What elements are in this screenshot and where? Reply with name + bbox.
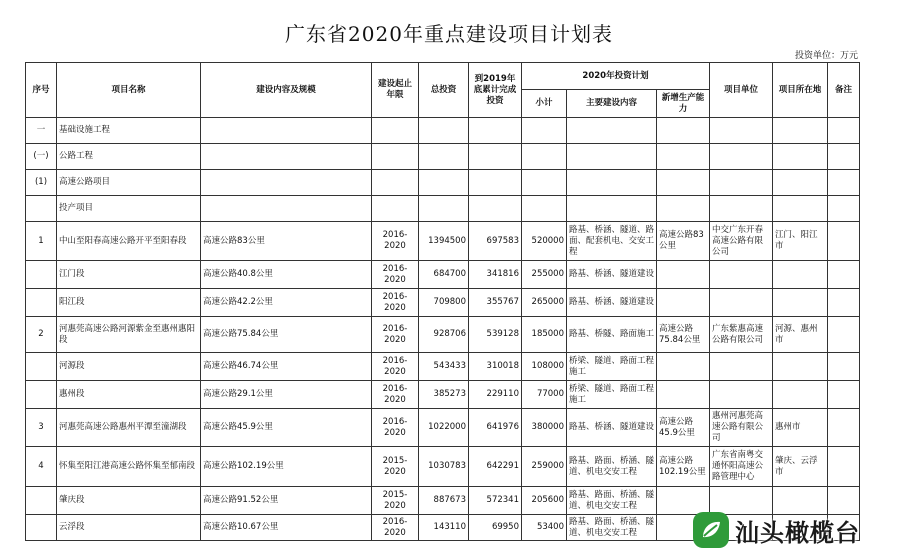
empty-cell <box>522 170 567 196</box>
empty-cell <box>773 170 828 196</box>
row-note <box>828 222 860 261</box>
row-content: 高速公路75.84公里 <box>201 317 372 353</box>
empty-cell <box>657 144 710 170</box>
section-row <box>26 170 860 196</box>
empty-cell <box>419 170 469 196</box>
row-name: 投产项目 <box>57 196 201 222</box>
row-done: 341816 <box>469 261 522 289</box>
row-name: 中山至阳春高速公路开平至阳春段 <box>57 222 201 261</box>
row-seq: 4 <box>26 447 57 487</box>
row-content: 高速公路42.2公里 <box>201 289 372 317</box>
row-done: 69950 <box>469 515 522 541</box>
empty-cell <box>372 118 419 144</box>
empty-cell <box>419 118 469 144</box>
row-period: 2016-2020 <box>372 381 419 409</box>
empty-cell <box>710 144 773 170</box>
row-content: 高速公路10.67公里 <box>201 515 372 541</box>
row-location: 惠州市 <box>773 409 828 447</box>
empty-cell <box>567 196 657 222</box>
empty-cell <box>828 196 860 222</box>
row-content: 高速公路45.9公里 <box>201 409 372 447</box>
row-note <box>828 261 860 289</box>
header-location: 项目所在地 <box>773 63 828 118</box>
row-location: 河源、惠州市 <box>773 317 828 353</box>
row-unit-org: 中交广东开春高速公路有限公司 <box>710 222 773 261</box>
row-subtotal: 77000 <box>522 381 567 409</box>
row-note <box>828 289 860 317</box>
row-seq <box>26 515 57 541</box>
empty-cell <box>201 118 372 144</box>
row-location <box>773 289 828 317</box>
row-main-content: 路基、路面、桥涵、隧道、机电交安工程 <box>567 515 657 541</box>
empty-cell <box>469 196 522 222</box>
row-note <box>828 447 860 487</box>
row-main-content: 路基、桥涵、隧道建设 <box>567 289 657 317</box>
header-unit-org: 项目单位 <box>710 63 773 118</box>
empty-cell <box>419 196 469 222</box>
row-total: 684700 <box>419 261 469 289</box>
header-done: 到2019年底累计完成投资 <box>469 63 522 118</box>
row-main-content: 路基、桥隧、路面施工 <box>567 317 657 353</box>
empty-cell <box>710 196 773 222</box>
row-seq: (1) <box>26 170 57 196</box>
empty-cell <box>372 170 419 196</box>
row-seq <box>26 289 57 317</box>
row-name: 江门段 <box>57 261 201 289</box>
row-total: 143110 <box>419 515 469 541</box>
empty-cell <box>657 170 710 196</box>
header-main-content: 主要建设内容 <box>567 90 657 118</box>
row-subtotal: 255000 <box>522 261 567 289</box>
row-location <box>773 261 828 289</box>
table-row <box>26 261 860 289</box>
row-done: 697583 <box>469 222 522 261</box>
empty-cell <box>828 118 860 144</box>
row-done: 310018 <box>469 353 522 381</box>
row-location: 肇庆、云浮市 <box>773 447 828 487</box>
empty-cell <box>773 144 828 170</box>
header-seq: 序号 <box>26 63 57 118</box>
row-seq <box>26 381 57 409</box>
empty-cell <box>710 170 773 196</box>
row-main-content: 桥梁、隧道、路面工程施工 <box>567 353 657 381</box>
row-subtotal: 205600 <box>522 487 567 515</box>
row-done: 572341 <box>469 487 522 515</box>
section-row <box>26 118 860 144</box>
row-subtotal: 108000 <box>522 353 567 381</box>
row-total: 1394500 <box>419 222 469 261</box>
table-row <box>26 447 860 487</box>
row-capacity: 高速公路75.84公里 <box>657 317 710 353</box>
row-name: 河惠莞高速公路惠州平潭至潼湖段 <box>57 409 201 447</box>
empty-cell <box>657 118 710 144</box>
row-subtotal: 53400 <box>522 515 567 541</box>
empty-cell <box>567 144 657 170</box>
row-seq: 3 <box>26 409 57 447</box>
row-done: 642291 <box>469 447 522 487</box>
row-name: 肇庆段 <box>57 487 201 515</box>
row-seq: 1 <box>26 222 57 261</box>
row-period: 2016-2020 <box>372 515 419 541</box>
row-name: 基础设施工程 <box>57 118 201 144</box>
row-subtotal: 185000 <box>522 317 567 353</box>
row-content: 高速公路46.74公里 <box>201 353 372 381</box>
row-period: 2016-2020 <box>372 222 419 261</box>
row-main-content: 路基、桥涵、隧道、路面、配套机电、交安工程 <box>567 222 657 261</box>
empty-cell <box>469 170 522 196</box>
row-main-content: 路基、路面、桥涵、隧道、机电交安工程 <box>567 487 657 515</box>
empty-cell <box>522 118 567 144</box>
row-unit-org <box>710 381 773 409</box>
section-row <box>26 196 860 222</box>
row-capacity: 高速公路102.19公里 <box>657 447 710 487</box>
row-done: 355767 <box>469 289 522 317</box>
row-location: 江门、阳江市 <box>773 222 828 261</box>
row-capacity <box>657 381 710 409</box>
row-seq <box>26 196 57 222</box>
empty-cell <box>657 196 710 222</box>
row-name: 河源段 <box>57 353 201 381</box>
empty-cell <box>828 170 860 196</box>
row-name: 公路工程 <box>57 144 201 170</box>
empty-cell <box>710 118 773 144</box>
empty-cell <box>372 144 419 170</box>
row-capacity <box>657 289 710 317</box>
row-subtotal: 380000 <box>522 409 567 447</box>
row-total: 543433 <box>419 353 469 381</box>
row-seq: 一 <box>26 118 57 144</box>
table-row <box>26 381 860 409</box>
table-row <box>26 222 860 261</box>
empty-cell <box>201 196 372 222</box>
row-capacity <box>657 353 710 381</box>
header-period: 建设起止年限 <box>372 63 419 118</box>
page-title: 广东省2020年重点建设项目计划表 <box>285 22 613 46</box>
row-main-content: 路基、桥涵、隧道建设 <box>567 409 657 447</box>
row-note <box>828 353 860 381</box>
header-name: 项目名称 <box>57 63 201 118</box>
row-seq: (一) <box>26 144 57 170</box>
empty-cell <box>201 170 372 196</box>
row-seq: 2 <box>26 317 57 353</box>
row-unit-org: 广东省南粤交通怀阳高速公路管理中心 <box>710 447 773 487</box>
row-capacity: 高速公路45.9公里 <box>657 409 710 447</box>
row-seq <box>26 487 57 515</box>
row-seq <box>26 261 57 289</box>
empty-cell <box>469 118 522 144</box>
row-period: 2016-2020 <box>372 353 419 381</box>
row-name: 云浮段 <box>57 515 201 541</box>
row-name: 怀集至阳江港高速公路怀集至郁南段 <box>57 447 201 487</box>
row-subtotal: 259000 <box>522 447 567 487</box>
row-name: 河惠莞高速公路河源紫金至惠州惠阳段 <box>57 317 201 353</box>
header-capacity: 新增生产能力 <box>657 90 710 118</box>
row-seq <box>26 353 57 381</box>
header-plan2020: 2020年投资计划 <box>522 63 710 90</box>
row-name: 惠州段 <box>57 381 201 409</box>
row-name: 高速公路项目 <box>57 170 201 196</box>
section-row <box>26 144 860 170</box>
row-location <box>773 353 828 381</box>
project-plan-table <box>25 62 860 541</box>
row-note <box>828 317 860 353</box>
row-total: 1030783 <box>419 447 469 487</box>
row-content: 高速公路102.19公里 <box>201 447 372 487</box>
row-period: 2016-2020 <box>372 409 419 447</box>
row-subtotal: 265000 <box>522 289 567 317</box>
empty-cell <box>773 196 828 222</box>
row-done: 229110 <box>469 381 522 409</box>
row-main-content: 路基、桥涵、隧道建设 <box>567 261 657 289</box>
row-period: 2016-2020 <box>372 261 419 289</box>
row-unit-org <box>710 289 773 317</box>
empty-cell <box>828 144 860 170</box>
row-note <box>828 409 860 447</box>
row-period: 2015-2020 <box>372 487 419 515</box>
row-main-content: 桥梁、隧道、路面工程施工 <box>567 381 657 409</box>
table-row <box>26 289 860 317</box>
empty-cell <box>522 196 567 222</box>
header-subtotal: 小计 <box>522 90 567 118</box>
empty-cell <box>201 144 372 170</box>
empty-cell <box>567 118 657 144</box>
empty-cell <box>469 144 522 170</box>
row-total: 928706 <box>419 317 469 353</box>
row-content: 高速公路91.52公里 <box>201 487 372 515</box>
row-done: 641976 <box>469 409 522 447</box>
header-note: 备注 <box>828 63 860 118</box>
row-name: 阳江段 <box>57 289 201 317</box>
row-capacity: 高速公路83公里 <box>657 222 710 261</box>
row-content: 高速公路29.1公里 <box>201 381 372 409</box>
row-total: 1022000 <box>419 409 469 447</box>
watermark <box>693 507 893 553</box>
empty-cell <box>567 170 657 196</box>
row-total: 887673 <box>419 487 469 515</box>
empty-cell <box>522 144 567 170</box>
row-content: 高速公路40.8公里 <box>201 261 372 289</box>
row-note <box>828 381 860 409</box>
investment-unit: 投资单位：万元 <box>794 51 858 61</box>
empty-cell <box>419 144 469 170</box>
row-unit-org <box>710 353 773 381</box>
row-subtotal: 520000 <box>522 222 567 261</box>
table-body <box>26 118 860 541</box>
row-main-content: 路基、路面、桥涵、隧道、机电交安工程 <box>567 447 657 487</box>
table-row <box>26 317 860 353</box>
header-total: 总投资 <box>419 63 469 118</box>
empty-cell <box>773 118 828 144</box>
row-unit-org: 惠州河惠莞高速公路有限公司 <box>710 409 773 447</box>
empty-cell <box>372 196 419 222</box>
row-location <box>773 381 828 409</box>
table-row <box>26 409 860 447</box>
row-period: 2016-2020 <box>372 289 419 317</box>
row-capacity <box>657 261 710 289</box>
row-period: 2016-2020 <box>372 317 419 353</box>
row-period: 2015-2020 <box>372 447 419 487</box>
row-done: 539128 <box>469 317 522 353</box>
row-total: 385273 <box>419 381 469 409</box>
header-content: 建设内容及规模 <box>201 63 372 118</box>
row-unit-org <box>710 261 773 289</box>
row-total: 709800 <box>419 289 469 317</box>
row-unit-org: 广东紫惠高速公路有限公司 <box>710 317 773 353</box>
table-row <box>26 353 860 381</box>
row-content: 高速公路83公里 <box>201 222 372 261</box>
watermark-text: 汕头橄榄台 <box>735 518 860 547</box>
leaf-logo-icon <box>693 512 729 548</box>
